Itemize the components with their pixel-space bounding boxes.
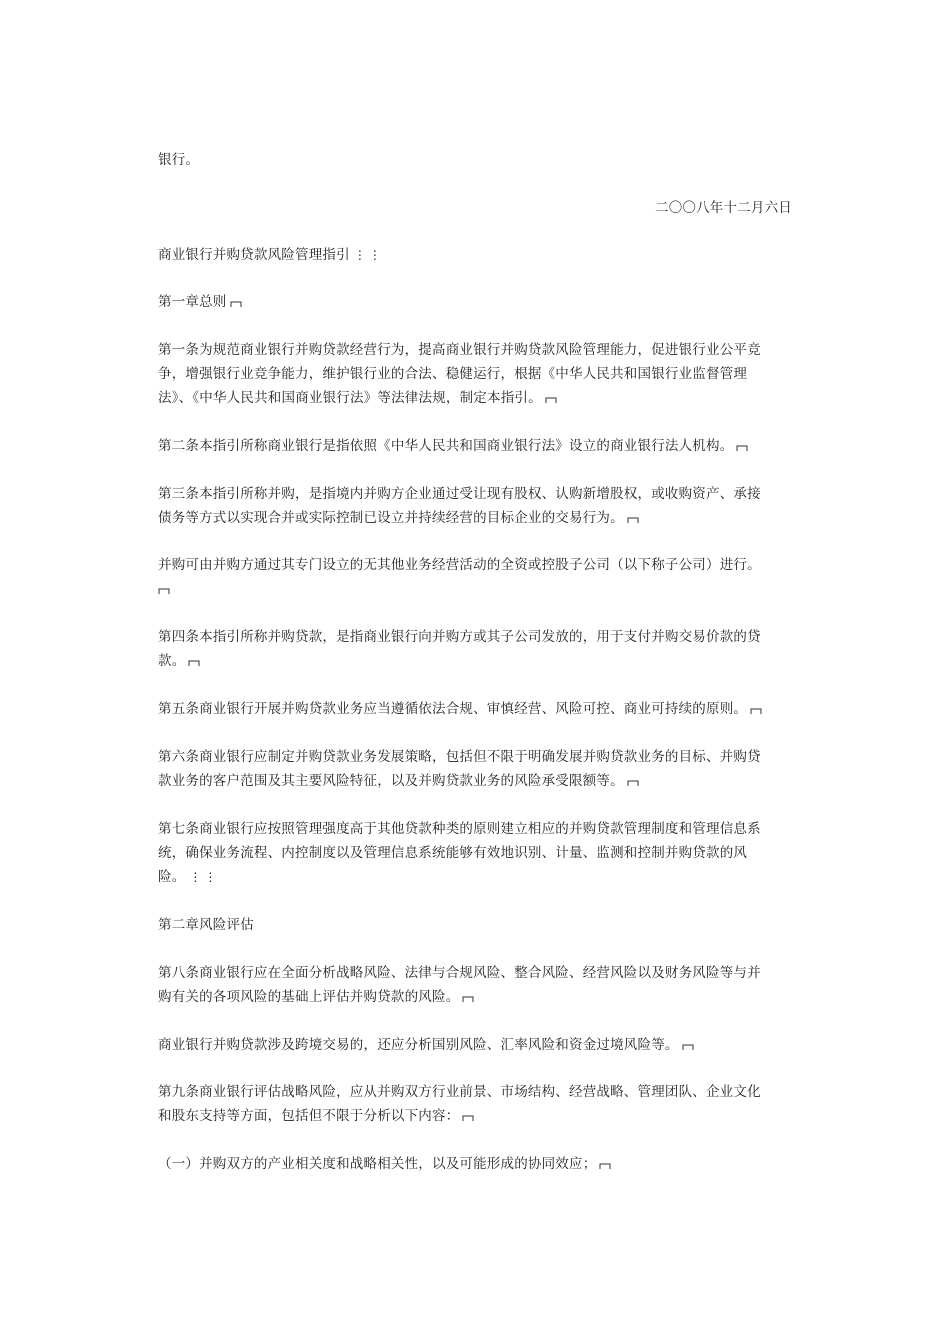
- text-line: [158, 1152, 611, 1176]
- line-text: 法》、《中华人民共和国商业银行法》等法律法规，制定本指引。: [158, 390, 542, 406]
- text-line: [158, 865, 219, 889]
- paragraph-mark-icon: [682, 1044, 694, 1050]
- line-text: 和股东支持等方面，包括但不限于分析以下内容：: [158, 1108, 460, 1124]
- paragraph-mark-icon: [462, 996, 474, 1002]
- line-text: 第七条商业银行应按照管理强度高于其他贷款种类的原则建立相应的并购贷款管理制度和管理信息系: [158, 821, 761, 837]
- line-text: 第六条商业银行应制定并购贷款业务发展策略，包括但不限于明确发展并购贷款业务的目标、并购贷: [158, 749, 761, 765]
- text-line: [158, 1080, 761, 1104]
- line-text: 争，增强银行业竞争能力，维护银行业的合法、稳健运行，根据《中华人民共和国银行业监督管理: [158, 366, 748, 382]
- line-text: 购有关的各项风险的基础上评估并购贷款的风险。: [158, 989, 460, 1005]
- text-line: [158, 745, 761, 769]
- line-text: 第一章总则: [158, 294, 227, 310]
- line-text: 商业银行并购贷款涉及跨境交易的，还应分析国别风险、汇率风险和资金过境风险等。: [158, 1037, 679, 1053]
- line-text: 统，确保业务流程、内控制度以及管理信息系统能够有效地识别、计量、监测和控制并购贷款的风: [158, 845, 748, 861]
- text-line: [158, 625, 761, 649]
- chapter-heading: [158, 290, 242, 314]
- text-line: [158, 961, 761, 985]
- line-text: 第二章风险评估: [158, 917, 254, 933]
- line-text: 并购可由并购方通过其专门设立的无其他业务经营活动的全资或控股子公司（以下称子公司）进行。: [158, 557, 761, 573]
- text-line: [158, 362, 747, 386]
- text-line: [158, 338, 761, 362]
- text-line: [158, 1033, 694, 1057]
- line-text: 款业务的客户范围及其主要风险特征，以及并购贷款业务的风险承受限额等。: [158, 773, 624, 789]
- text-line: [158, 769, 639, 793]
- paragraph-mark-icon: [158, 588, 170, 594]
- line-text: 款。: [158, 653, 186, 669]
- paragraph-mark-icon: [627, 780, 639, 786]
- line-text: 第八条商业银行应在全面分析战略风险、法律与合规风险、整合风险、经营风险以及财务风险等与并: [158, 965, 761, 981]
- paragraph-mark-icon: [750, 708, 762, 714]
- chapter-heading: [158, 913, 254, 937]
- date-line: [655, 196, 792, 220]
- line-text: 第一条为规范商业银行并购贷款经营行为，提高商业银行并购贷款风险管理能力，促进银行业公平竞: [158, 342, 761, 358]
- text-line: [158, 649, 200, 673]
- paragraph-mark-icon: [599, 1163, 611, 1169]
- text-line: [158, 697, 762, 721]
- line-text: 第二条本指引所称商业银行是指依照《中华人民共和国商业银行法》设立的商业银行法人机构。: [158, 438, 734, 454]
- paragraph-mark-icon: [188, 660, 200, 666]
- line-text: 险。: [158, 869, 186, 885]
- text-line: [158, 386, 557, 410]
- line-text: 银行。: [158, 152, 200, 168]
- text-line: [158, 1104, 474, 1128]
- paragraph-mark-icon: [545, 397, 557, 403]
- text-line: [158, 841, 747, 865]
- line-text: 第五条商业银行开展并购贷款业务应当遵循依法合规、审慎经营、风险可控、商业可持续的原则。: [158, 701, 748, 717]
- document-title: [158, 243, 384, 267]
- line-text: 第九条商业银行评估战略风险，应从并购双方行业前景、市场结构、经营战略、管理团队、企业文化: [158, 1084, 761, 1100]
- paragraph-mark-icon: [462, 1115, 474, 1121]
- paragraph-mark-icon: [627, 517, 639, 523]
- text-line: [158, 434, 748, 458]
- line-text: （一）并购双方的产业相关度和战略相关性，以及可能形成的协同效应；: [158, 1156, 597, 1172]
- line-text: 第三条本指引所称并购，是指境内并购方企业通过受让现有股权、认购新增股权，或收购资产、承接: [158, 486, 761, 502]
- paragraph-mark-icon: [230, 301, 242, 307]
- paragraph-mark-icon: [736, 445, 748, 451]
- text-line: [158, 482, 761, 506]
- dots-mark-icon: ⋮⋮: [353, 248, 384, 262]
- line-text: 第四条本指引所称并购贷款，是指商业银行向并购方或其子公司发放的，用于支付并购交易价款的贷: [158, 629, 761, 645]
- line-text: 商业银行并购贷款风险管理指引: [158, 247, 350, 263]
- text-line: [158, 577, 170, 601]
- text-line: [158, 553, 761, 577]
- text-line: [158, 985, 474, 1009]
- text-line: [158, 148, 199, 172]
- text-line: [158, 817, 761, 841]
- line-text: 债务等方式以实现合并或实际控制已设立并持续经营的目标企业的交易行为。: [158, 510, 624, 526]
- text-line: [158, 506, 639, 530]
- line-text: 二〇〇八年十二月六日: [655, 200, 792, 216]
- dots-mark-icon: ⋮⋮: [189, 870, 220, 884]
